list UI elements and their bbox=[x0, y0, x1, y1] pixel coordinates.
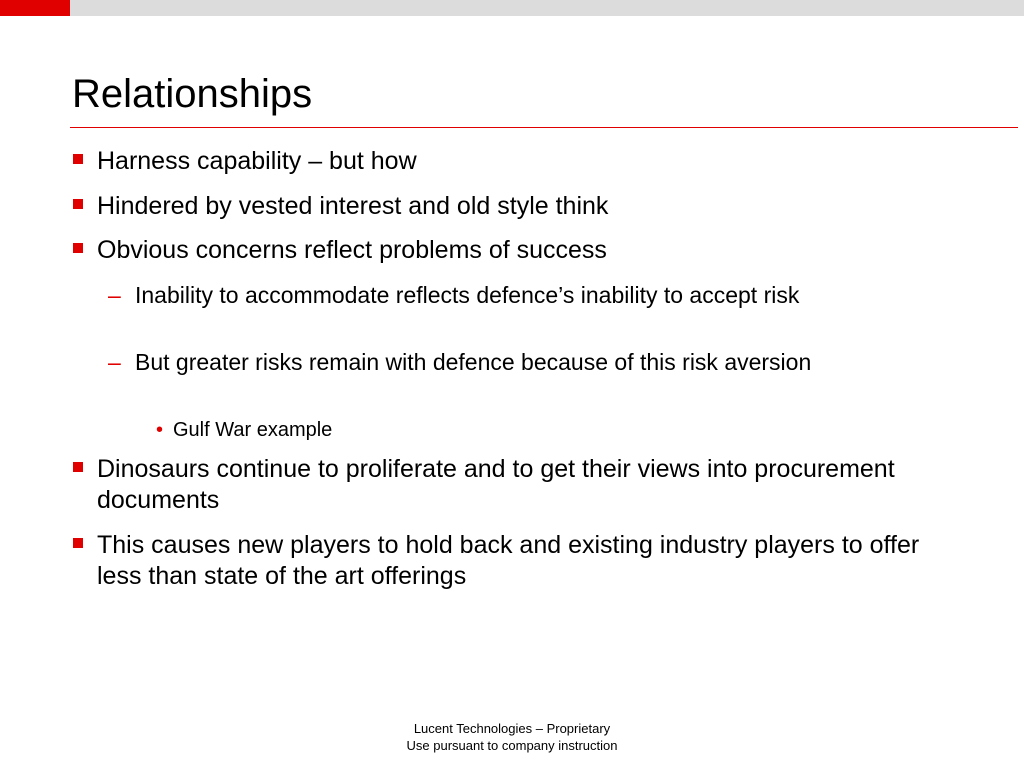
bullet-item bbox=[97, 530, 937, 592]
bullet-text: Harness capability – but how bbox=[97, 147, 417, 175]
bullet-item bbox=[97, 454, 937, 516]
footer-line-2: Use pursuant to company instruction bbox=[406, 738, 618, 753]
square-bullet-icon bbox=[73, 462, 83, 472]
bullet-text: Dinosaurs continue to proliferate and to get their views into procurement documents bbox=[97, 455, 895, 514]
sub-sub-bullet-item bbox=[156, 418, 873, 442]
bullet-item bbox=[97, 235, 937, 266]
bullet-text: Obvious concerns reflect problems of success bbox=[97, 236, 607, 264]
square-bullet-icon bbox=[73, 154, 83, 164]
footer-line-1: Lucent Technologies – Proprietary bbox=[413, 721, 611, 736]
square-bullet-icon bbox=[73, 199, 83, 209]
sub-bullet-item bbox=[108, 281, 925, 309]
bullet-text: Hindered by vested interest and old style think bbox=[97, 192, 609, 220]
slide-title: Relationships bbox=[72, 72, 313, 116]
dot-bullet-icon: • bbox=[156, 419, 164, 441]
bullet-text: This causes new players to hold back and existing industry players to offer less than state of the art offerings bbox=[97, 531, 920, 590]
dash-bullet-icon: – bbox=[108, 349, 121, 375]
sub-sub-bullet-text: Gulf War example bbox=[173, 419, 333, 441]
sub-bullet-text: Inability to accommodate reflects defence’s inability to accept risk bbox=[135, 282, 800, 308]
sub-bullet-item bbox=[108, 348, 925, 376]
slide-footer bbox=[362, 720, 662, 754]
square-bullet-icon bbox=[73, 243, 83, 253]
sub-bullet-text: But greater risks remain with defence because of this risk aversion bbox=[135, 349, 812, 375]
bullet-item bbox=[97, 146, 937, 177]
bullet-item bbox=[97, 191, 937, 222]
dash-bullet-icon: – bbox=[108, 282, 121, 308]
square-bullet-icon bbox=[73, 538, 83, 548]
